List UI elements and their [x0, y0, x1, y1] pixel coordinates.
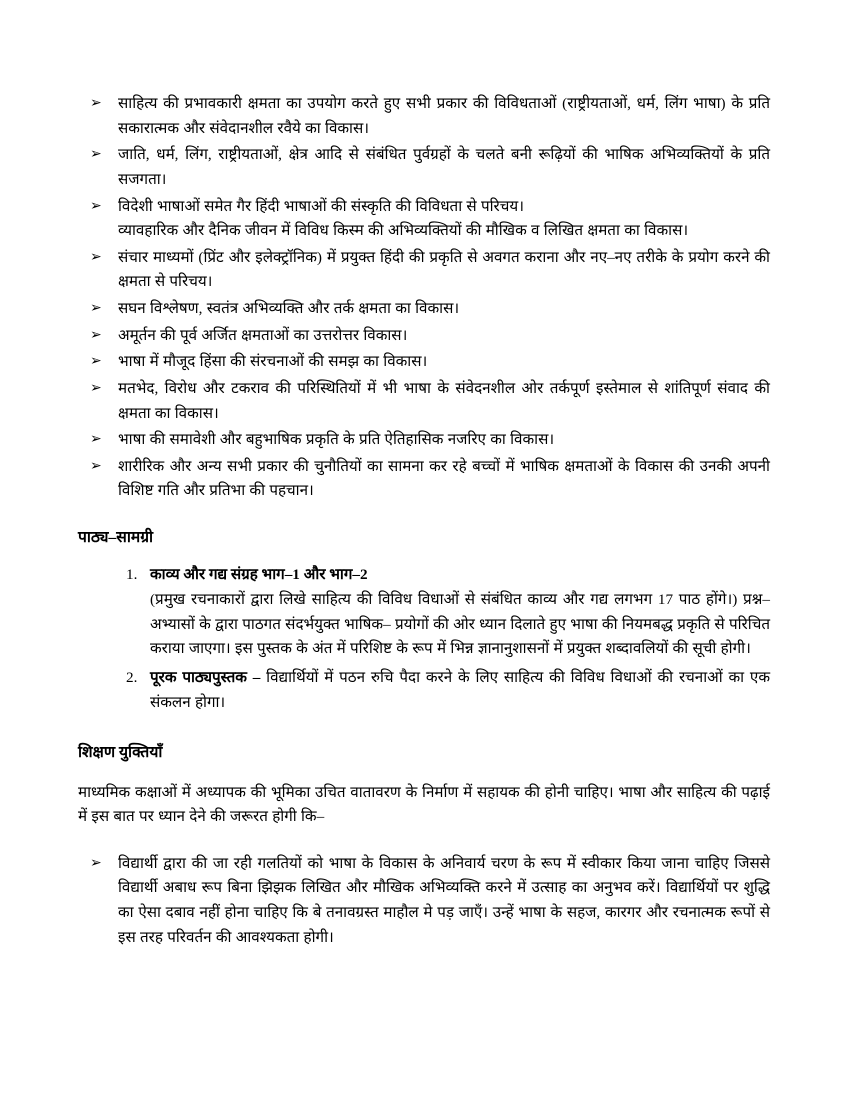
- teaching-strategies-list: [78, 852, 770, 951]
- study-material-body: [150, 666, 770, 715]
- objective-continuation-text: व्यावहारिक और दैनिक जीवन में विविध किस्म की अभिव्यक्तियों की मौखिक व लिखित क्षमता का विकास।: [118, 222, 689, 240]
- objective-text: शारीरिक और अन्य सभी प्रकार की चुनौतियों का सामना कर रहे बच्चों में भाषिक क्षमताओं के विकास की उनकी अपनी विशिष्ट गति और प्रतिभा की पहचान।: [118, 457, 770, 500]
- arrow-bullet-icon: ➢: [90, 457, 102, 474]
- arrow-bullet-icon: ➢: [90, 197, 102, 214]
- objective-text: भाषा में मौजूद हिंसा की संरचनाओं की समझ का विकास।: [118, 353, 428, 371]
- study-material-heading: पाठ्य–सामग्री: [78, 529, 154, 546]
- list-number: 2.: [126, 668, 138, 686]
- study-material-body: (प्रमुख रचनाकारों द्वारा लिखे साहित्य की विविध विधाओं से संबंधित काव्य और गद्य लगभग 17 पाठ होंगे।) प्रश्न– अभ्यासों के द्वारा पाठगत संदर्भयुक्त भाषिक– प्रयोगों की ओर ध्यान दिलाते हुए भाषा की नियमबद्ध प्रकृति से परिचित कराया जाएगा। इस पुस्तक के अंत में परिशिष्ट के रूप में भिन्न ज्ञानानुशासनों में प्रयुक्त शब्दावलियों की सूची होगी।: [150, 591, 770, 658]
- list-item: [78, 246, 770, 295]
- list-number: 1.: [126, 566, 138, 584]
- arrow-bullet-icon: ➢: [90, 854, 102, 871]
- study-material-list: [78, 563, 770, 715]
- arrow-bullet-icon: ➢: [90, 353, 102, 370]
- arrow-bullet-icon: ➢: [90, 300, 102, 316]
- list-item: [78, 563, 770, 662]
- arrow-bullet-icon: ➢: [90, 95, 102, 111]
- strategy-text: विद्यार्थी द्वारा की जा रही गलतियों को भाषा के विकास के अनिवार्य चरण के रूप में स्वीकार किया जाना चाहिए जिससे विद्यार्थी अबाध रूप बिना झिझक लिखित और मौखिक अभिव्यक्ति करने में उत्साह का अनुभव करें। विद्यार्थियों पर शुद्धि का ऐसा दबाव नहीं होना चाहिए कि बे तनावग्रस्त माहौल मे पड़ जाएँ। उन्हें भाषा के सहज, कारगर और रचनात्मक रूपों से इस तरह परिवर्तन की आवश्यकता होगी।: [118, 854, 770, 946]
- list-item: [78, 455, 770, 504]
- list-item: [78, 350, 770, 375]
- arrow-bullet-icon: ➢: [90, 379, 102, 396]
- study-material-body-text: विद्यार्थियों में पठन रुचि पैदा करने के लिए साहित्य की विविध विधाओं की रचनाओं का एक संकलन होगा।: [150, 668, 770, 711]
- list-item: [78, 377, 770, 426]
- objective-text: जाति, धर्म, लिंग, राष्ट्रीयताओं, क्षेत्र आदि से संबंधित पुर्वग्रहों के चलते बनी रूढ़ियों की भाषिक अभिव्यक्तियों के प्रति सजगता।: [118, 146, 770, 188]
- arrow-bullet-icon: ➢: [90, 326, 102, 343]
- teaching-strategies-intro: माध्यमिक कक्षाओं में अध्यापक की भूमिका उचित वातावरण के निर्माण में सहायक की होनी चाहिए। भाषा और साहित्य की पढ़ाई में इस बात पर ध्यान देने की जरूरत होगी कि–: [78, 783, 770, 826]
- list-item: [78, 92, 770, 141]
- objective-text: साहित्य की प्रभावकारी क्षमता का उपयोग करते हुए सभी प्रकार की विविधताओं (राष्ट्रीयताओं, धर्म, लिंग भाषा) के प्रति सकारात्मक और संवेदानशील रवैये का विकास।: [118, 95, 770, 137]
- list-item: [78, 852, 770, 951]
- list-item: [78, 324, 770, 349]
- teaching-strategies-heading: शिक्षण युक्तियाँ: [78, 744, 163, 762]
- objective-text: भाषा की समावेशी और बहुभाषिक प्रकृति के प्रति ऐतिहासिक नजरिए का विकास।: [118, 431, 555, 449]
- list-item: [78, 666, 770, 715]
- arrow-bullet-icon: ➢: [90, 248, 102, 265]
- list-item: [78, 297, 770, 322]
- arrow-bullet-icon: ➢: [90, 431, 102, 448]
- objective-text: विदेशी भाषाओं समेत गैर हिंदी भाषाओं की संस्कृति की विविधता से परिचय।: [118, 197, 524, 215]
- arrow-bullet-icon: ➢: [90, 146, 102, 163]
- list-item: [78, 428, 770, 453]
- study-material-title: पूरक पाठ्यपुस्तक –: [150, 668, 261, 686]
- objective-text: संचार माध्यमों (प्रिंट और इलेक्ट्रॉनिक) में प्रयुक्त हिंदी की प्रकृति से अवगत कराना और नए–नए तरीके के प्रयोग करने की क्षमता से परिचय।: [118, 248, 770, 291]
- objective-text: मतभेद, विरोध और टकराव की परिस्थितियों में भी भाषा के संवेदनशील ओर तर्कपूर्ण इस्तेमाल से शांतिपूर्ण संवाद की क्षमता का विकास।: [118, 379, 770, 422]
- objective-text: सघन विश्लेषण, स्वतंत्र अभिव्यक्ति और तर्क क्षमता का विकास।: [118, 300, 460, 317]
- list-item: [78, 143, 770, 192]
- study-material-title: काव्य और गद्य संग्रह भाग–1 और भाग–2: [150, 566, 368, 584]
- objective-text: अमूर्तन की पूर्व अर्जित क्षमताओं का उत्तरोत्तर विकास।: [118, 326, 408, 344]
- list-item: [78, 195, 770, 244]
- objectives-list: [78, 92, 770, 504]
